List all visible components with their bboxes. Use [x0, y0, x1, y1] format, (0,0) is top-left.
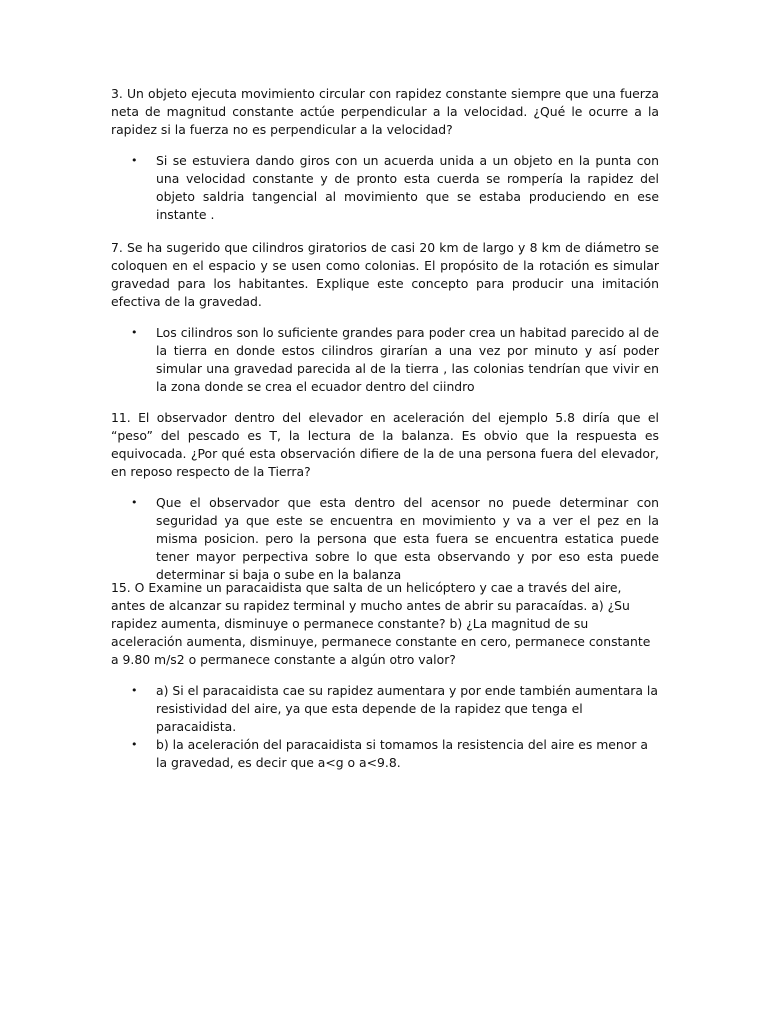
question-text-3: 3. Un objeto ejecuta movimiento circular con rapidez constante siempre que una fuerza neta de magnitud constante actúe perpendicular a la velocidad. ¿Qué le ocurre a la rapidez si la fuerza no es perpendicular a la velocidad? [111, 86, 659, 137]
answer-item [111, 736, 659, 772]
answer-text: Si se estuviera dando giros con un acuerda unida a un objeto en la punta con una velocidad constante y de pronto esta cuerda se rompería la rapidez del objeto saldria tangencial al movimiento que se estaba produciendo en ese instante . [156, 153, 659, 222]
answer-list-11 [111, 494, 659, 584]
question-block-11 [111, 409, 659, 584]
bullet-icon: • [131, 496, 138, 509]
bullet-icon: • [131, 154, 138, 167]
question-block-15 [111, 579, 659, 772]
answer-list-15 [111, 682, 659, 772]
question-block-3 [111, 85, 659, 224]
answer-item [111, 152, 659, 224]
question-text-7: 7. Se ha sugerido que cilindros giratorios de casi 20 km de largo y 8 km de diámetro se coloquen en el espacio y se usen como colonias. El propósito de la rotación es simular gravedad para los habitantes. Explique este concepto para producir una imitación efectiva de la gravedad. [111, 240, 659, 309]
answer-text: Los cilindros son lo suficiente grandes para poder crea un habitad parecido al de la tierra en donde estos cilindros girarían a una vez por minuto y así poder simular una gravedad parecida al de la tierra , las colonias tendrían que vivir en la zona donde se crea el ecuador dentro del ciindro [156, 325, 659, 394]
answer-item [111, 682, 659, 736]
answer-list-7 [111, 324, 659, 396]
answer-list-3 [111, 152, 659, 224]
answer-item [111, 494, 659, 584]
bullet-icon: • [131, 326, 138, 339]
answer-text: a) Si el paracaidista cae su rapidez aumentara y por ende también aumentara la resistividad del aire, ya que esta depende de la rapidez que tenga el paracaidista. [156, 683, 658, 734]
question-block-7 [111, 239, 659, 396]
question-text-15: 15. O Examine un paracaidista que salta de un helicóptero y cae a través del aire, antes de alcanzar su rapidez terminal y mucho antes de abrir su paracaídas. a) ¿Su rapidez aumenta, disminuye o permanece constante? b) ¿La magnitud de su aceleración aumenta, disminuye, permanece constante en cero, permanece constante a 9.80 m/s2 o permanece constante a algún otro valor? [111, 580, 651, 667]
answer-item [111, 324, 659, 396]
bullet-icon: • [131, 684, 138, 697]
question-text-11: 11. El observador dentro del elevador en aceleración del ejemplo 5.8 diría que el “peso” del pescado es T, la lectura de la balanza. Es obvio que la respuesta es equivocada. ¿Por qué esta observación difiere de la de una persona fuera del elevador, en reposo respecto de la Tierra? [111, 410, 659, 479]
bullet-icon: • [131, 738, 138, 751]
answer-text: b) la aceleración del paracaidista si tomamos la resistencia del aire es menor a la gravedad, es decir que a<g o a<9.8. [156, 737, 648, 770]
answer-text: Que el observador que esta dentro del acensor no puede determinar con seguridad ya que este se encuentra en movimiento y va a ver el pez en la misma posicion. pero la persona que esta fuera se encuentra estatica puede tener mayor perpectiva sobre lo que esta observando y por eso esta puede determinar si baja o sube en la balanza [156, 495, 659, 582]
